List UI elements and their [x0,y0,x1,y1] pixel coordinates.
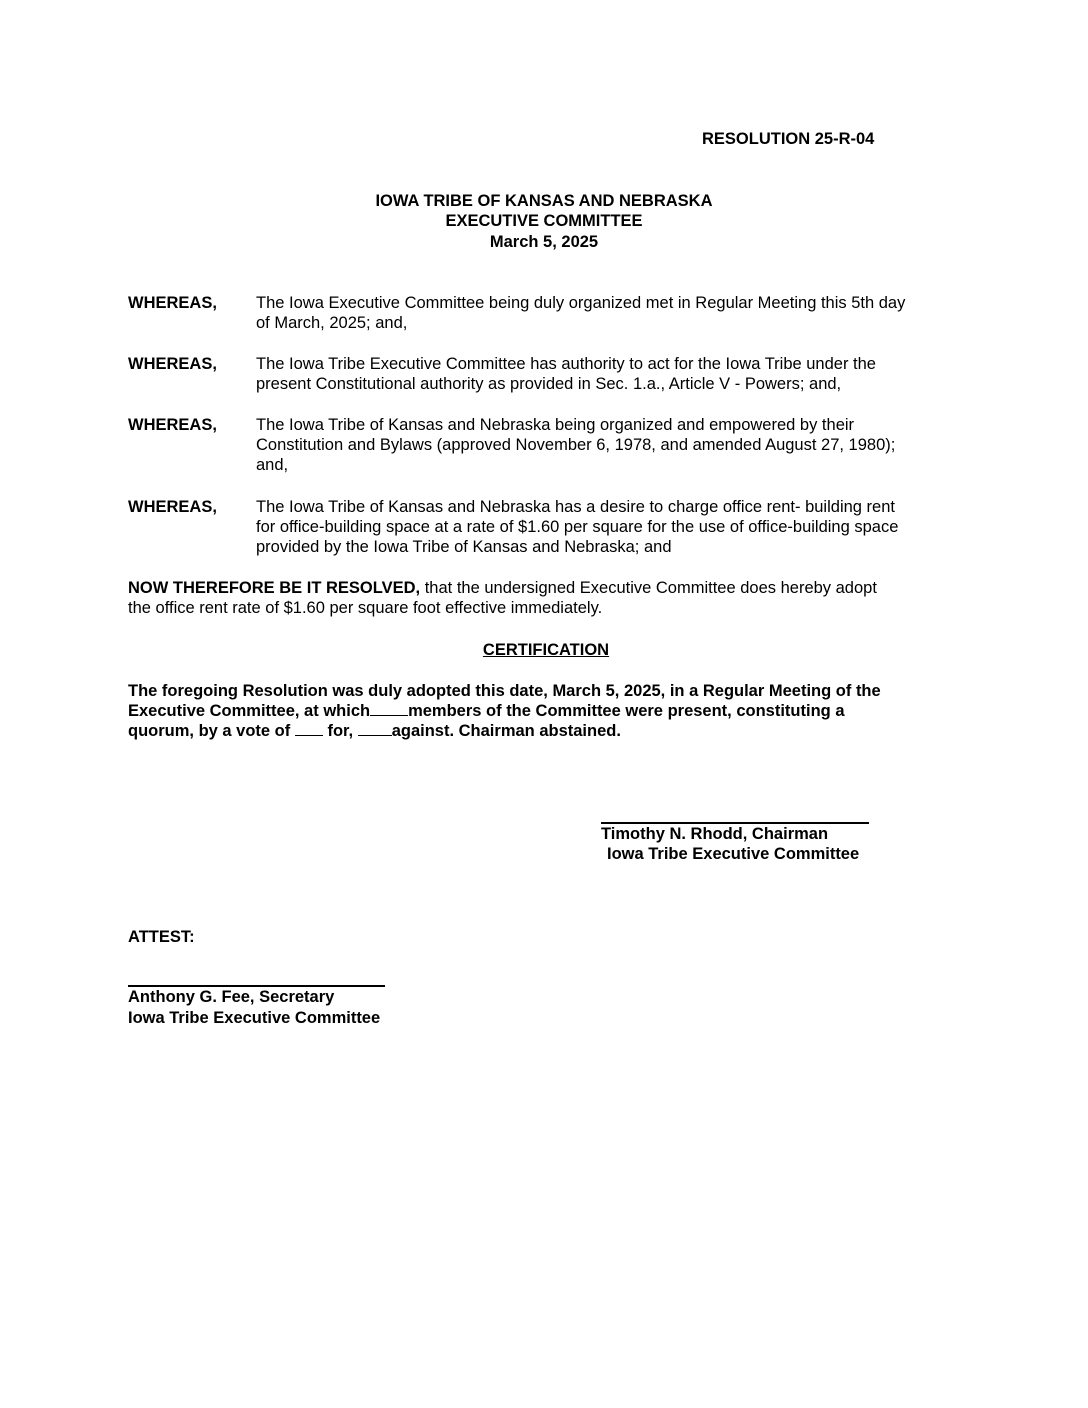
whereas-clause-line: The Iowa Tribe Executive Committee has authority to act for the Iowa Tribe under the [256,355,876,373]
whereas-clause-line: The Iowa Tribe of Kansas and Nebraska being organized and empowered by their [256,416,855,434]
certification-line-2a: Executive Committee, at which [128,702,371,720]
members-present-blank [370,701,408,716]
resolved-line-1 [128,578,958,598]
whereas-clause-line: provided by the Iowa Tribe of Kansas and Nebraska; and [256,538,672,556]
secretary-title: Iowa Tribe Executive Committee [128,1009,381,1027]
whereas-label-2: WHEREAS, [128,355,217,373]
chairman-name: Timothy N. Rhodd, Chairman [601,825,829,843]
certification-line-2b: members of the Committee were present, constituting a [408,702,845,720]
committee-heading: EXECUTIVE COMMITTEE [445,212,643,230]
whereas-label-4: WHEREAS, [128,498,217,516]
certification-line-3 [128,721,958,741]
whereas-label-1: WHEREAS, [128,294,217,312]
chairman-title: Iowa Tribe Executive Committee [607,845,860,863]
secretary-name: Anthony G. Fee, Secretary [128,988,335,1006]
whereas-clause-1 [256,293,962,333]
whereas-clause-line: The Iowa Tribe of Kansas and Nebraska has a desire to charge office rent- building rent [256,498,895,516]
resolved-clause [128,578,958,618]
whereas-label-3: WHEREAS, [128,416,217,434]
meeting-date-heading: March 5, 2025 [489,233,599,251]
whereas-clause-line: present Constitutional authority as provided in Sec. 1.a., Article V - Powers; and, [256,375,842,393]
whereas-clause-4 [256,497,962,557]
resolution-number: RESOLUTION 25-R-04 [702,130,875,148]
whereas-clause-line: for office-building space at a rate of $1.60 per square for the use of office-building space [256,518,899,536]
whereas-clause-2 [256,354,962,394]
certification-text [128,681,958,741]
org-name-heading: IOWA TRIBE OF KANSAS AND NEBRASKA [375,192,713,210]
whereas-clause-3 [256,415,962,475]
resolved-text-2: the office rent rate of $1.60 per square foot effective immediately. [128,599,603,617]
whereas-clause-line: Constitution and Bylaws (approved November 6, 1978, and amended August 27, 1980); [256,436,896,454]
votes-against-blank [358,721,392,736]
certification-title: CERTIFICATION [482,641,610,659]
certification-line-3a: quorum, by a vote of [128,722,295,740]
attest-label: ATTEST: [128,928,195,946]
certification-line-1: The foregoing Resolution was duly adopted this date, March 5, 2025, in a Regular Meeting of the [128,682,881,700]
whereas-clause-line: of March, 2025; and, [256,314,408,332]
certification-line-3b: for, [322,722,358,740]
whereas-clause-line: The Iowa Executive Committee being duly organized met in Regular Meeting this 5th day [256,294,906,312]
resolved-text-1: that the undersigned Executive Committee does hereby adopt [420,579,877,597]
votes-for-blank [295,721,323,736]
whereas-clause-line: and, [256,456,289,474]
resolved-lead: NOW THEREFORE BE IT RESOLVED, [128,579,421,597]
certification-line-3c: against. Chairman abstained. [391,722,621,740]
certification-line-2 [128,701,958,721]
